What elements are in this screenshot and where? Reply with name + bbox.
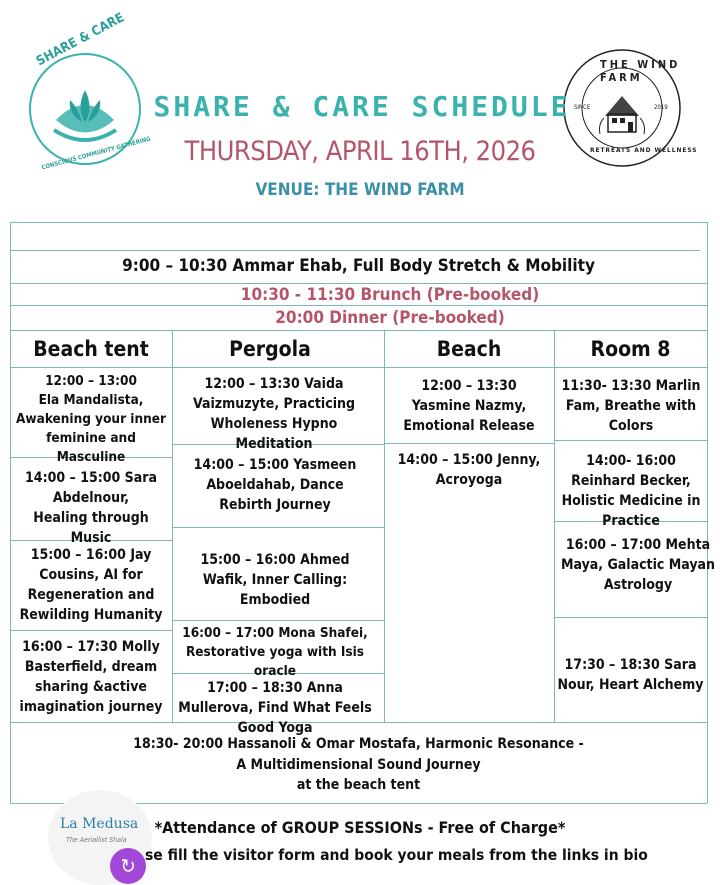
grid-line xyxy=(10,250,700,251)
session-room8-1: 11:30- 13:30 Marlin Fam, Breathe with Colors xyxy=(561,378,701,434)
session-room8-3: 16:00 – 17:00 Mehta Maya, Galactic Mayan Astrology xyxy=(560,537,716,593)
session-beach-tent-3: 15:00 – 16:00 Jay Cousins, AI for Regeneration and Rewilding Humanity xyxy=(19,547,163,623)
footer-booking-note: se fill the visitor form and book your meals from the links in bio xyxy=(145,846,648,864)
session-pergola-4: 16:00 – 17:00 Mona Shafei, Restorative yoga with Isis oracle xyxy=(182,625,368,679)
grid-line xyxy=(10,367,707,368)
brunch-row: 10:30 - 11:30 Brunch (Pre-booked) xyxy=(240,285,540,305)
grid-line xyxy=(10,330,707,331)
wind-farm-since: SINCE xyxy=(574,104,591,111)
morning-session: 9:00 – 10:30 Ammar Ehab, Full Body Stretch & Mobility xyxy=(122,256,595,276)
session-beach-1: 12:00 – 13:30 Yasmine Nazmy, Emotional Release xyxy=(403,378,535,434)
venue-label: VENUE: THE WIND FARM xyxy=(255,180,465,200)
grid-line xyxy=(10,222,707,223)
share-care-logo-text: SHARE & CARE xyxy=(34,10,127,70)
footer-attendance-note: *Attendance of GROUP SESSIONs - Free of Charge* xyxy=(154,818,566,837)
session-pergola-3: 15:00 – 16:00 Ahmed Wafik, Inner Calling: Embodied xyxy=(200,552,350,608)
grid-line xyxy=(554,617,707,618)
share-care-logo-subtext: CONSCIOUS COMMUNITY GATHERING xyxy=(41,135,152,172)
wind-farm-logo-subtext: RETREATS AND WELLNESS xyxy=(590,146,698,154)
la-medusa-subtitle: The Aeriallist Shala xyxy=(66,836,127,844)
grid-line xyxy=(10,630,172,631)
evening-session-line1: 18:30- 20:00 Hassanoli & Omar Mostafa, Harmonic Resonance - xyxy=(133,736,584,752)
evening-session-line3: at the beach tent xyxy=(296,777,421,793)
session-pergola-2: 14:00 – 15:00 Yasmeen Aboeldahab, Dance Rebirth Journey xyxy=(193,457,357,513)
grid-line xyxy=(554,440,707,441)
column-header-room8: Room 8 xyxy=(590,337,671,361)
column-header-beach: Beach xyxy=(436,337,502,361)
session-beach-2: 14:00 – 15:00 Jenny, Acroyoga xyxy=(397,452,541,488)
evening-session-line2: A Multidimensional Sound Journey xyxy=(236,757,481,773)
grid-line xyxy=(10,305,707,306)
grid-line xyxy=(172,330,173,722)
page-title: SHARE & CARE SCHEDULE xyxy=(153,90,571,123)
grid-line xyxy=(172,527,384,528)
dinner-row: 20:00 Dinner (Pre-booked) xyxy=(275,308,505,328)
grid-line xyxy=(10,283,707,284)
event-date: THURSDAY, APRIL 16TH, 2026 xyxy=(184,136,536,167)
session-pergola-1: 12:00 – 13:30 Vaida Vaizmuzyte, Practicing Wholeness Hypno Meditation xyxy=(193,376,355,452)
grid-line xyxy=(172,620,384,621)
session-beach-tent-2: 14:00 – 15:00 Sara Abdelnour, Healing through Music xyxy=(25,470,157,546)
column-header-beach-tent: Beach tent xyxy=(33,337,149,361)
session-room8-4: 17:30 – 18:30 Sara Nour, Heart Alchemy xyxy=(557,657,704,693)
session-pergola-5: 17:00 – 18:30 Anna Mullerova, Find What Feels Good Yoga xyxy=(178,680,372,736)
wind-farm-year: 2019 xyxy=(654,104,668,111)
wind-farm-logo-text: THE WIND FARM xyxy=(600,58,681,84)
repost-icon[interactable]: ↻ xyxy=(110,848,146,884)
grid-line xyxy=(384,443,554,444)
session-room8-2: 14:00- 16:00 Reinhard Becker, Holistic Medicine in Practice xyxy=(561,453,701,529)
session-beach-tent-4: 16:00 – 17:30 Molly Basterfield, dream sharing &active imagination journey xyxy=(19,639,163,715)
la-medusa-name: La Medusa xyxy=(60,816,139,832)
session-beach-tent-1: 12:00 – 13:00 Ela Mandalista, Awakening your inner feminine and Masculine xyxy=(16,373,166,465)
column-header-pergola: Pergola xyxy=(229,337,311,361)
